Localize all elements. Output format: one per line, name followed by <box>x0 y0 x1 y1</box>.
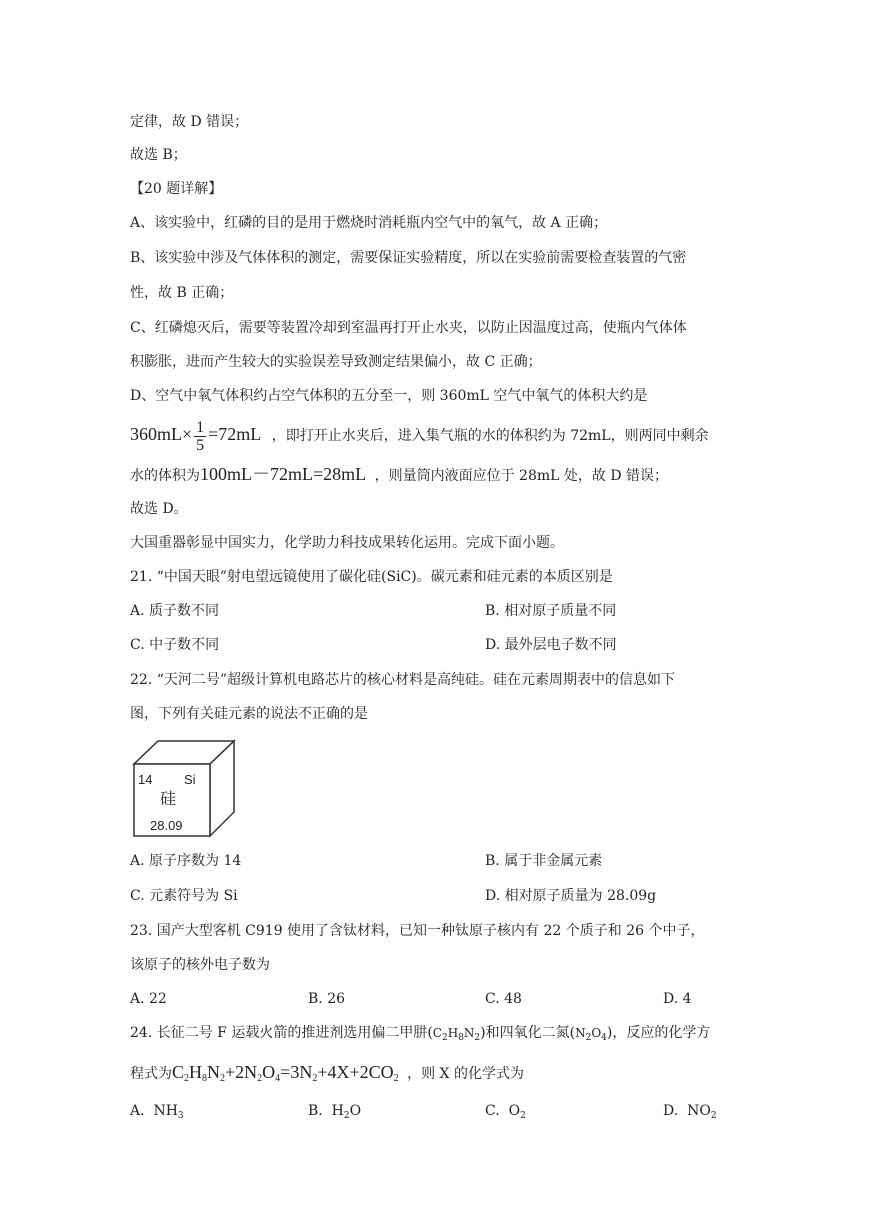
option-d[interactable]: D. 4 <box>663 991 692 1007</box>
text-line: 故选 B； <box>130 147 187 163</box>
periodic-table-cell <box>128 738 238 840</box>
option-d[interactable]: D. $NO_2$ <box>663 1103 717 1121</box>
question-22-stem: 图，下列有关硅元素的说法不正确的是 <box>130 706 368 722</box>
option-d[interactable]: D. 相对原子质量为 28.09g <box>485 888 657 904</box>
option-a[interactable]: A. 原子序数为 14 <box>130 853 242 869</box>
option-d[interactable]: D. 最外层电子数不同 <box>485 637 617 653</box>
option-c[interactable]: C. 元素符号为 Si <box>130 888 238 904</box>
text-segment: 程式为 <box>130 1066 172 1082</box>
option-label: C. <box>485 1103 500 1119</box>
chemical-equation: $C_2H_8N_2+2N_2O_4=3N_2+4X+2CO_2$ <box>172 1062 399 1084</box>
text-line: A、该实验中，红磷的目的是用于燃烧时消耗瓶内空气中的氧气，故 A 正确； <box>130 215 608 231</box>
option-c[interactable]: C. 中子数不同 <box>130 637 220 653</box>
text-line: D、空气中氧气体积约占空气体积的五分至一，则 360mL 空气中氧气的体积大约是 <box>130 388 648 404</box>
fraction-numerator: 1 <box>196 418 205 436</box>
question-24-stem <box>130 1059 524 1092</box>
math-expression: 360mL× <box>130 424 193 444</box>
text-line: 积膨胀，进而产生较大的实验误差导致测定结果偏小，故 C 正确； <box>130 354 542 370</box>
option-label: B. <box>308 1103 323 1119</box>
text-segment: 24. 长征二号 F 运载火箭的推进剂选用偏二甲肼( <box>130 1025 433 1041</box>
question-21-stem: 21. “中国天眼”射电望远镜使用了碳化硅(SiC)。碳元素和硅元素的本质区别是 <box>130 569 613 585</box>
question-24-stem <box>130 1023 710 1048</box>
element-name: 硅 <box>160 789 177 808</box>
text-line: 大国重器彰显中国实力，化学助力科技成果转化运用。完成下面小题。 <box>130 535 564 551</box>
text-segment: ，则量筒内液面应位于 28mL 处，故 D 错误； <box>374 468 669 484</box>
text-segment: )和四氧化二氮( <box>480 1025 576 1041</box>
text-line: B、该实验中涉及气体体积的测定，需要保证实验精度，所以在实验前需要检查装置的气密 <box>130 250 687 266</box>
section-heading: 【20 题详解】 <box>130 181 223 197</box>
text-line: 定律，故 D 错误； <box>130 114 249 130</box>
element-symbol: Si <box>184 772 196 787</box>
formula-dinitrogen-tetroxide: $N_2O_4$ <box>575 1026 607 1043</box>
text-line: 性，故 B 正确； <box>130 285 234 301</box>
text-segment: ，即打开止水夹后，进入集气瓶的水的体积约为 72mL，则两同中剩余 <box>271 428 709 444</box>
option-b[interactable]: B. 26 <box>308 991 346 1007</box>
question-22-stem: 22. “天河二号”超级计算机电路芯片的核心材料是高纯硅。硅在元素周期表中的信息如下 <box>130 672 676 688</box>
option-b[interactable]: B. 属于非金属元素 <box>485 853 603 869</box>
fraction-denominator: 5 <box>196 436 205 454</box>
text-segment: )，反应的化学方 <box>606 1025 711 1041</box>
math-expression: =72mL <box>208 424 262 444</box>
fraction <box>194 419 206 454</box>
atomic-mass: 28.09 <box>150 818 183 833</box>
text-segment: 水的体积为 <box>130 468 200 484</box>
option-b[interactable]: B. 相对原子质量不同 <box>485 603 617 619</box>
atomic-number: 14 <box>138 772 153 787</box>
question-23-stem: 23. 国产大型客机 C919 使用了含钛材料，已知一种钛原子核内有 22 个质子和 26 个中子， <box>130 923 705 939</box>
math-line <box>130 464 668 486</box>
question-23-stem: 该原子的核外电子数为 <box>130 957 270 973</box>
math-line <box>130 414 709 456</box>
option-a[interactable]: A. $NH_3$ <box>130 1103 184 1121</box>
text-line: C、红磷熄灭后，需要等装置冷却到室温再打开止水夹，以防止因温度过高，使瓶内气体体 <box>130 320 687 336</box>
option-a[interactable]: A. 22 <box>130 991 167 1007</box>
option-label: A. <box>130 1103 145 1119</box>
option-c[interactable]: C. 48 <box>485 991 522 1007</box>
option-b[interactable]: B. $H_2O$ <box>308 1103 362 1121</box>
text-segment: ，则 X 的化学式为 <box>407 1066 524 1082</box>
option-a[interactable]: A. 质子数不同 <box>130 603 220 619</box>
option-label: D. <box>663 1103 679 1119</box>
text-line: 故选 D。 <box>130 501 188 517</box>
formula-dimethylhydrazine: $C_2H_8N_2$ <box>432 1026 481 1043</box>
option-c[interactable]: C. $O_2$ <box>485 1103 526 1121</box>
math-expression: 100mL－72mL=28mL <box>200 464 367 484</box>
